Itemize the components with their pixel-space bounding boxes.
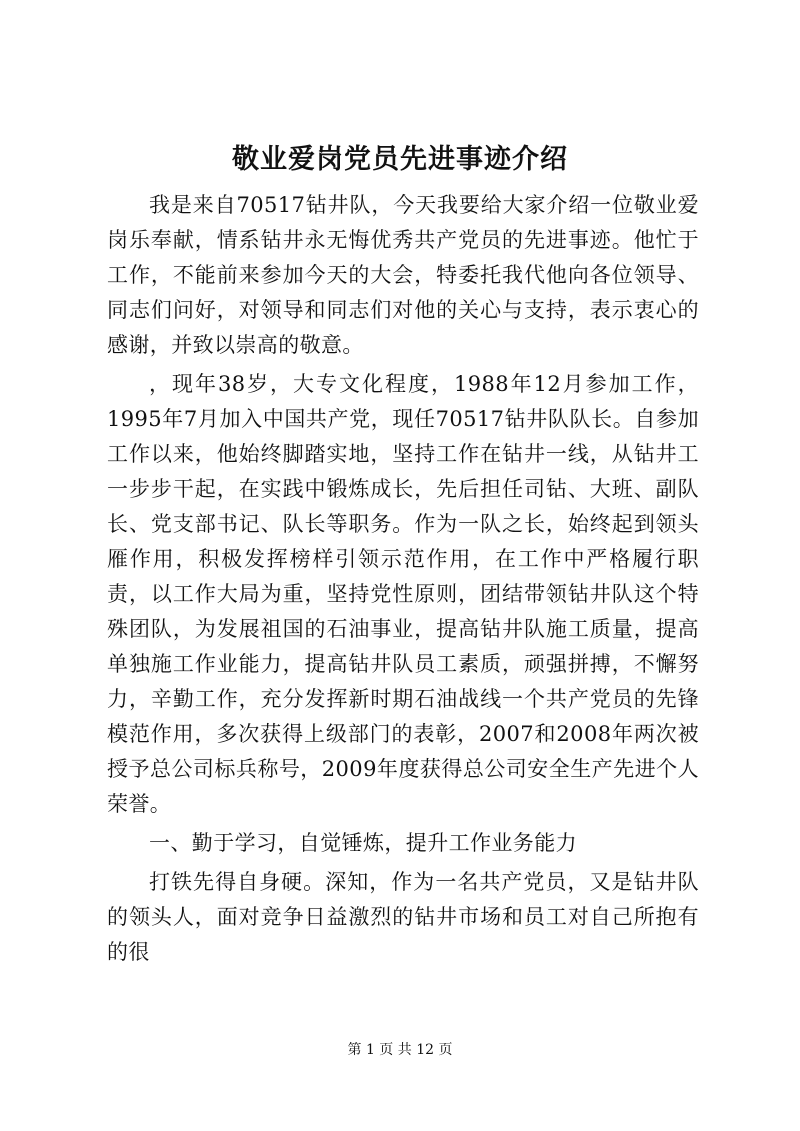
document-body	[107, 188, 699, 970]
document-title: 敬业爱岗党员先进事迹介绍	[232, 144, 568, 175]
paragraph-study: 打铁先得自身硬。深知，作为一名共产党员，又是钻井队的领头人，面对竞争日益激烈的钻井市场和员工对自己所抱有的很	[107, 870, 699, 964]
paragraph-profile: ，现年38岁，大专文化程度，1988年12月参加工作，1995年7月加入中国共产党，现任70517钻井队队长。自参加工作以来，他始终脚踏实地，坚持工作在钻井一线，从钻井工一步步干起，在实践中锻炼成长，先后担任司钻、大班、副队长、党支部书记、队长等职务。作为一队之长，始终起到领头雁作用，积极发挥榜样引领示范作用，在工作中严格履行职责，以工作大局为重，坚持党性原则，团结带领钻井队这个特殊团队，为发展祖国的石油事业，提高钻井队施工质量，提高单独施工作业能力，提高钻井队员工素质，顽强拼搏，不懈努力，辛勤工作，充分发挥新时期石油战线一个共产党员的先锋模范作用，多次获得上级部门的表彰，2007和2008年两次被授予总公司标兵称号，2009年度获得总公司安全生产先进个人荣誉。	[107, 372, 699, 816]
paragraph-intro: 我是来自70517钻井队，今天我要给大家介绍一位敬业爱岗乐奉献，情系钻井永无悔优秀共产党员的先进事迹。他忙于工作，不能前来参加今天的大会，特委托我代他向各位领导、同志们问好，对领导和同志们对他的关心与支持，表示衷心的感谢，并致以崇高的敬意。	[107, 193, 699, 357]
section-heading-study: 一、勤于学习，自觉锤炼，提升工作业务能力	[149, 831, 577, 855]
page-number-footer: 第 1 页 共 12 页	[347, 1042, 453, 1058]
